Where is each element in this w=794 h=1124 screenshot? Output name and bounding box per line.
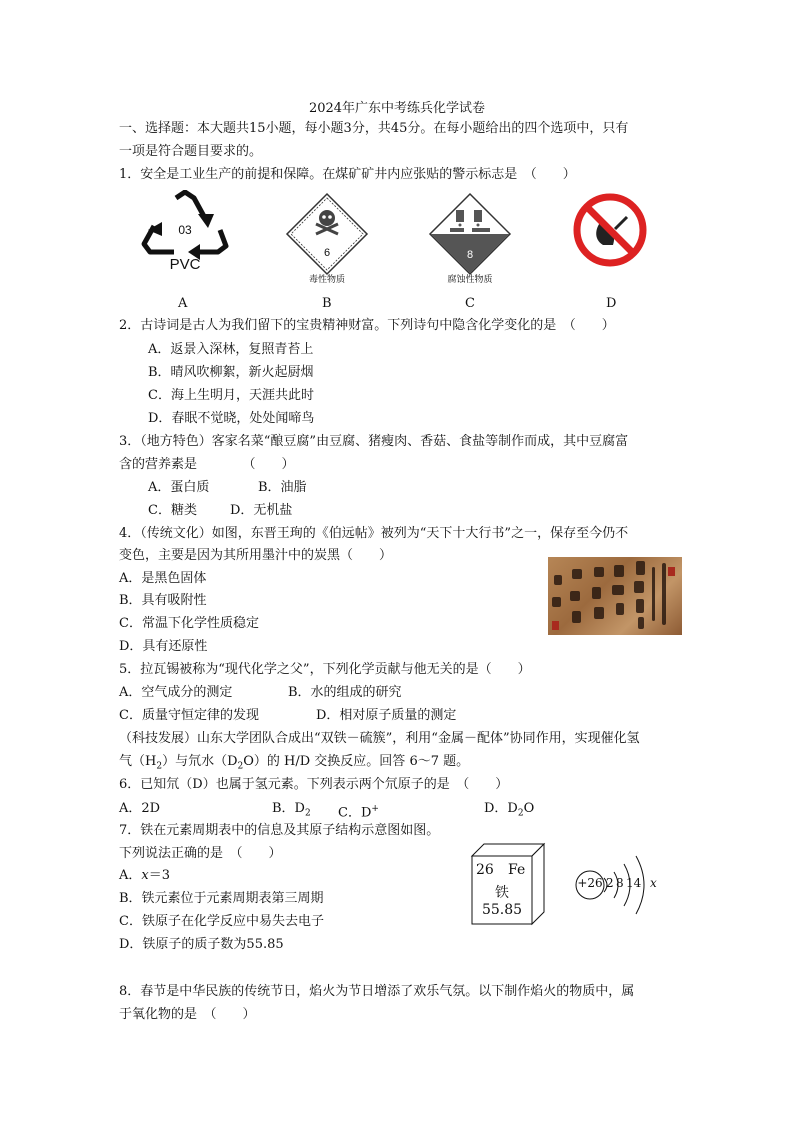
element-mass: 55.85 — [481, 902, 523, 918]
atom-shell-1: 2 — [606, 876, 614, 890]
element-atomic-number: 26 — [476, 862, 494, 878]
context-para-cont: 气$(H_2)$与氘水$(D_2O)$的 H/D 交换反应。回答 6～7 题。 — [119, 754, 470, 772]
q6-option-c: C．D+ — [338, 804, 379, 821]
symbol-b — [285, 192, 369, 284]
corrosive-caption: 腐蚀性物质 — [447, 275, 493, 285]
q1-label-d: D — [606, 296, 617, 311]
q7-option-d: D．铁原子的质子数为55.85 — [119, 937, 284, 952]
q4-option-b: B．具有吸附性 — [119, 593, 207, 608]
periodic-element-cell — [470, 842, 546, 926]
q8-stem: 8．春节是中华民族的传统节日，焰火为节日增添了欢乐气氛。以下制作焰火的物质中，属 — [119, 984, 635, 999]
q7-option-a: A．x＝3 — [119, 868, 171, 883]
q6-option-a: A．2D — [119, 801, 161, 816]
q3-option-c: C．糖类 — [148, 503, 197, 518]
q3-stem: 3．（地方特色）客家名菜“酿豆腐”由豆腐、猪瘦肉、香菇、食盐等制作而成，其中豆腐富 — [119, 434, 629, 449]
q2-option-a: A．返景入深林，复照青苔上 — [148, 342, 314, 357]
recycle-text: PVC — [169, 256, 201, 273]
q5-stem: 5．拉瓦锡被称为“现代化学之父”，下列化学贡献与他无关的是（ ） — [119, 662, 531, 677]
q7-stem-cont: 下列说法正确的是 （ ） — [119, 846, 282, 861]
toxic-class-number: 6 — [323, 247, 331, 259]
q1-label-a: A — [178, 296, 188, 311]
no-open-flame-icon — [573, 193, 647, 267]
page-title: 2024年广东中考练兵化学试卷 — [308, 101, 486, 116]
symbol-c — [428, 192, 512, 284]
atom-nucleus: +26 — [577, 876, 603, 890]
symbol-a — [140, 190, 230, 274]
corrosive-class-number: 8 — [466, 249, 474, 261]
q8-stem-cont: 于氧化物的是 （ ） — [119, 1007, 256, 1022]
q2-stem: 2．古诗词是古人为我们留下的宝贵精神财富。下列诗句中隐含化学变化的是 （ ） — [119, 318, 615, 333]
q3-stem-cont: 含的营养素是 （ ） — [119, 457, 295, 472]
q2-option-c: C．海上生明月，天涯共此时 — [148, 388, 314, 403]
atom-shell-2: 8 — [616, 876, 624, 890]
q1-label-b: B — [322, 296, 332, 311]
q2-option-b: B．晴风吹柳絮，新火起厨烟 — [148, 365, 314, 380]
q4-option-a: A．是黑色固体 — [119, 571, 207, 586]
q6-option-d: D．$D_2O$ — [484, 801, 535, 819]
q4-option-c: C．常温下化学性质稳定 — [119, 616, 259, 631]
atom-shell-3: 14 — [626, 876, 642, 890]
q3-option-a: A．蛋白质 — [148, 480, 210, 495]
q4-stem-cont: 变色，主要是因为其所用墨汁中的炭黑（ ） — [119, 548, 393, 563]
element-symbol: Fe — [508, 862, 526, 878]
q1-stem: 1．安全是工业生产的前提和保障。在煤矿矿井内应张贴的警示标志是 （ ） — [119, 167, 576, 182]
q1-label-c: C — [465, 296, 475, 311]
q7-option-c: C．铁原子在化学反应中易失去电子 — [119, 914, 324, 929]
section-heading-cont: 一项是符合题目要求的。 — [119, 144, 263, 159]
atom-shell-4: x — [650, 876, 657, 890]
atom-structure-diagram — [570, 840, 670, 930]
q3-option-b: B．油脂 — [258, 480, 307, 495]
q5-option-a: A．空气成分的测定 — [119, 685, 233, 700]
symbol-d — [573, 193, 647, 267]
q2-option-d: D．春眠不觉晓，处处闻啼鸟 — [148, 411, 315, 426]
q4-option-d: D．具有还原性 — [119, 639, 208, 654]
q5-option-c: C．质量守恒定律的发现 — [119, 708, 259, 723]
q7-stem: 7．铁在元素周期表中的信息及其原子结构示意图如图。 — [119, 823, 440, 838]
q5-option-d: D．相对原子质量的测定 — [316, 708, 457, 723]
recycle-code: 03 — [178, 223, 192, 237]
section-heading: 一、选择题：本大题共15小题，每小题3分，共45分。在每小题给出的四个选项中，只有 — [119, 121, 629, 136]
boyuan-tie-image — [548, 557, 682, 635]
q7-option-b: B．铁元素位于元素周期表第三周期 — [119, 891, 324, 906]
q4-stem: 4．（传统文化）如图，东晋王珣的《伯远帖》被列为“天下十大行书”之一，保存至今仍不 — [119, 526, 629, 541]
q5-option-b: B．水的组成的研究 — [288, 685, 402, 700]
element-name: 铁 — [495, 885, 509, 901]
q6-option-b: B．$D_2$ — [272, 801, 311, 819]
q6-stem: 6．已知氘（D）也属于氢元素。下列表示两个氘原子的是 （ ） — [119, 777, 509, 792]
toxic-caption: 毒性物质 — [308, 275, 345, 285]
q3-option-d: D．无机盐 — [230, 503, 293, 518]
context-para: （科技发展）山东大学团队合成出“双铁－硫簇”，利用“金属－配体”协同作用，实现催化氢 — [119, 731, 640, 746]
